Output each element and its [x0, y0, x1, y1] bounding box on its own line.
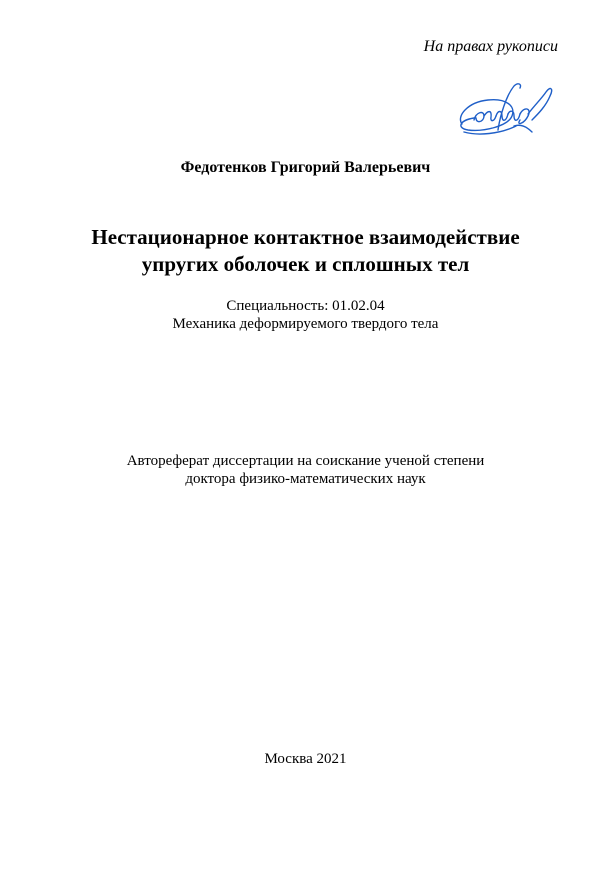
manuscript-rights-note: На правах рукописи [423, 38, 558, 55]
title-line-1: Нестационарное контактное взаимодействие [91, 225, 520, 249]
title-line-2: упругих оболочек и сплошных тел [141, 252, 470, 276]
dissertation-title [0, 224, 611, 278]
signature-icon [454, 80, 558, 142]
abstract-line-1: Автореферат диссертации на соискание ученой степени [126, 453, 485, 469]
specialty-code: Специальность: 01.02.04 [226, 298, 385, 314]
abstract-description [0, 452, 611, 488]
specialty-block [0, 297, 611, 333]
city-year: Москва 2021 [264, 751, 347, 767]
abstract-line-2: доктора физико-математических наук [185, 471, 426, 487]
specialty-name: Механика деформируемого твердого тела [172, 316, 439, 332]
author-name: Федотенков Григорий Валерьевич [180, 159, 431, 176]
